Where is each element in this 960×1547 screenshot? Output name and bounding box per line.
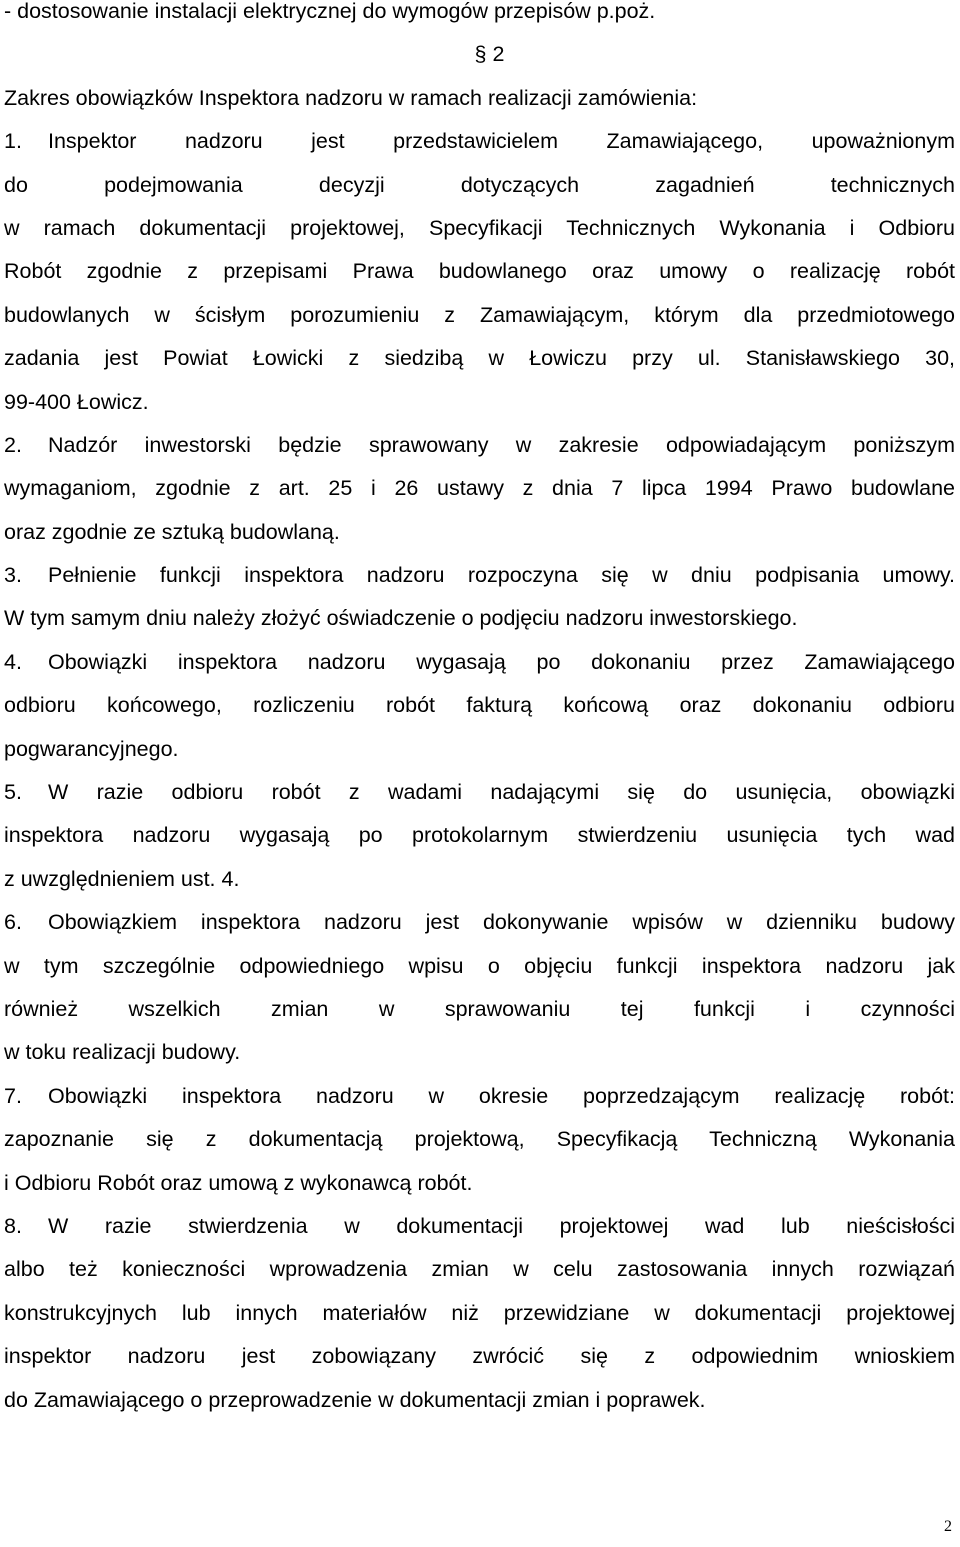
list-item-number: 6. (4, 910, 22, 935)
list-item-text: zadania jest Powiat Łowicki z siedzibą w Łowiczu przy ul. Stanisławskiego 30, (4, 346, 955, 371)
list-item-text: i Odbioru Robót oraz umową z wykonawcą robót. (4, 1170, 473, 1195)
page-number: 2 (944, 1518, 952, 1535)
list-item-text: pogwarancyjnego. (4, 736, 179, 761)
list-item-text: w tym szczególnie odpowiedniego wpisu o objęciu funkcji inspektora nadzoru jak (4, 953, 955, 978)
list-item-number: 3. (4, 563, 22, 588)
list-item (4, 641, 955, 771)
list-item (4, 120, 955, 424)
list-item-first-line (4, 771, 955, 814)
list-item-text: oraz zgodnie ze sztuką budowlaną. (4, 519, 340, 544)
list-item-first-line (4, 641, 955, 684)
list-item-text: zapoznanie się z dokumentacją projektową, Specyfikacją Techniczną Wykonania (4, 1127, 955, 1152)
list-item-text: z uwzględnieniem ust. 4. (4, 866, 240, 891)
list-item-text: wymaganiom, zgodnie z art. 25 i 26 ustawy z dnia 7 lipca 1994 Prawo budowlane (4, 476, 955, 501)
list-item-text: Obowiązkiem inspektora nadzoru jest dokonywanie wpisów w dzienniku budowy (48, 910, 955, 935)
list-item-first-line (4, 901, 955, 944)
list-item-text: Obowiązki inspektora nadzoru w okresie poprzedzającym realizację robót: (48, 1083, 955, 1108)
top-line: - dostosowanie instalacji elektrycznej do wymogów przepisów p.poż. (4, 0, 656, 23)
list-item-number: 1. (4, 129, 22, 154)
list-item-first-line (4, 1075, 955, 1118)
list-item (4, 1205, 955, 1422)
list-item-text: inspektor nadzoru jest zobowiązany zwrócić się z odpowiednim wnioskiem (4, 1344, 955, 1369)
list-item-number: 2. (4, 432, 22, 457)
list-item-first-line (4, 554, 955, 597)
list-item-text: inspektora nadzoru wygasają po protokolarnym stwierdzeniu usunięcia tych wad (4, 823, 955, 848)
list-item-text: Inspektor nadzoru jest przedstawicielem Zamawiającego, upoważnionym (48, 129, 955, 154)
list-item-text: W razie odbioru robót z wadami nadającymi się do usunięcia, obowiązki (48, 780, 955, 805)
list-item-text: budowlanych w ścisłym porozumieniu z Zamawiającym, którym dla przedmiotowego (4, 302, 955, 327)
section-mark: § 2 (474, 42, 505, 67)
list-item-text: W razie stwierdzenia w dokumentacji projektowej wad lub nieścisłości (48, 1213, 955, 1238)
list-item (4, 424, 955, 554)
list-item-text: Pełnienie funkcji inspektora nadzoru rozpoczyna się w dniu podpisania umowy. (48, 563, 955, 588)
list-item (4, 1075, 955, 1205)
list-item (4, 554, 955, 641)
list-item-text: również wszelkich zmian w sprawowaniu tej funkcji i czynności (4, 996, 955, 1021)
list-item-text: albo też konieczności wprowadzenia zmian w celu zastosowania innych rozwiązań (4, 1257, 955, 1282)
list-item-text: w ramach dokumentacji projektowej, Specyfikacji Technicznych Wykonania i Odbioru (4, 215, 955, 240)
list-item-number: 5. (4, 780, 22, 805)
list-item-text: Obowiązki inspektora nadzoru wygasają po dokonaniu przez Zamawiającego (48, 649, 955, 674)
list-item-first-line (4, 424, 955, 467)
list-item-text: w toku realizacji budowy. (4, 1040, 241, 1065)
list-item-text: do podejmowania decyzji dotyczących zagadnień technicznych (4, 172, 955, 197)
intro-line: Zakres obowiązków Inspektora nadzoru w ramach realizacji zamówienia: (4, 85, 698, 110)
list-item-text: Nadzór inwestorski będzie sprawowany w zakresie odpowiadającym poniższym (48, 432, 955, 457)
list-item (4, 901, 955, 1075)
list-item (4, 771, 955, 901)
list-item-first-line (4, 120, 955, 163)
list-item-text: do Zamawiającego o przeprowadzenie w dokumentacji zmian i poprawek. (4, 1387, 706, 1412)
list-item-text: konstrukcyjnych lub innych materiałów niż przewidziane w dokumentacji projektowej (4, 1300, 955, 1325)
list-item-text: odbioru końcowego, rozliczeniu robót fakturą końcową oraz dokonaniu odbioru (4, 693, 955, 718)
list-item-text: W tym samym dniu należy złożyć oświadczenie o podjęciu nadzoru inwestorskiego. (4, 606, 798, 631)
list-item-first-line (4, 1205, 955, 1248)
list-item-text: 99-400 Łowicz. (4, 389, 149, 414)
list-item-number: 8. (4, 1213, 22, 1238)
list-item-number: 4. (4, 649, 22, 674)
list-item-number: 7. (4, 1083, 22, 1108)
list-item-text: Robót zgodnie z przepisami Prawa budowlanego oraz umowy o realizację robót (4, 259, 955, 284)
document-page (4, 0, 955, 1422)
numbered-list (4, 120, 955, 1422)
